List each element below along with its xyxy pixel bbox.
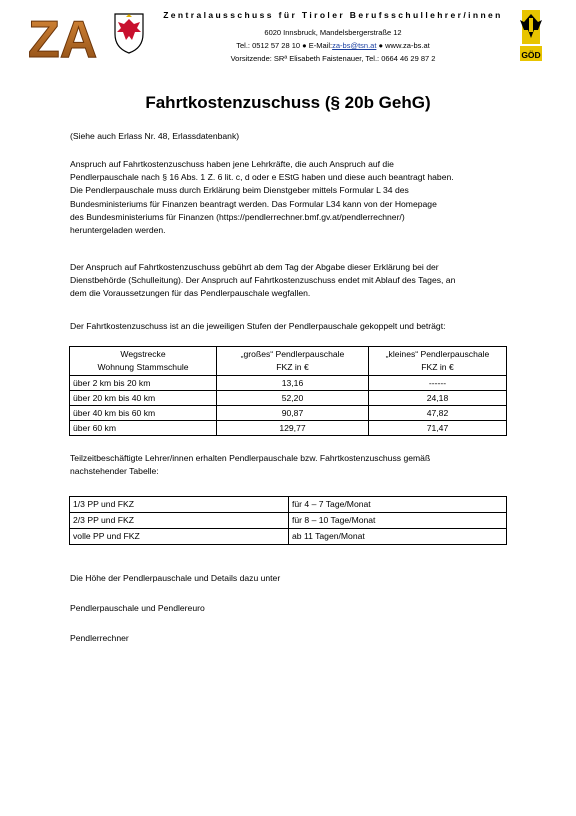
allowance-table bbox=[69, 346, 507, 436]
contact-line bbox=[158, 41, 508, 50]
table-cell: 52,20 bbox=[217, 391, 369, 406]
table-row bbox=[70, 513, 507, 529]
column-header-small-allowance: „kleines“ Pendlerpauschale FKZ in € bbox=[369, 347, 507, 376]
table-cell: 2/3 PP und FKZ bbox=[70, 513, 289, 529]
text-line: nachstehender Tabelle: bbox=[70, 466, 159, 477]
goed-logo bbox=[516, 8, 546, 64]
table-cell: über 60 km bbox=[70, 421, 217, 436]
table-row bbox=[70, 497, 507, 513]
table-row bbox=[70, 406, 507, 421]
reference-note: (Siehe auch Erlass Nr. 48, Erlassdatenbank) bbox=[70, 131, 240, 141]
table-cell: 129,77 bbox=[217, 421, 369, 436]
table-cell: über 40 km bis 60 km bbox=[70, 406, 217, 421]
tirol-coat-of-arms-icon bbox=[112, 10, 146, 54]
text-line: Die Pendlerpauschale muss durch Erklärung beim Dienstgeber mittels Formular L 34 des bbox=[70, 185, 409, 196]
text-line: dem die Voraussetzungen für das Pendlerpauschale wegfallen. bbox=[70, 288, 311, 299]
text-line: heruntergeladen werden. bbox=[70, 225, 166, 236]
link-pendlerrechner[interactable]: Pendlerrechner bbox=[70, 633, 129, 643]
za-logo bbox=[28, 10, 108, 62]
table-cell: über 2 km bis 20 km bbox=[70, 376, 217, 391]
link-pendlerpauschale[interactable]: Pendlerpauschale und Pendlereuro bbox=[70, 603, 205, 613]
column-header-large-allowance: „großes“ Pendlerpauschale FKZ in € bbox=[217, 347, 369, 376]
text-line: Dienstbehörde (Schulleitung). Der Anspruch auf Fahrtkostenzuschuss endet mit Ablauf des Tages, an bbox=[70, 275, 456, 286]
paragraph-entitlement bbox=[70, 261, 520, 301]
table-cell: 71,47 bbox=[369, 421, 507, 436]
table-cell: für 8 – 10 Tage/Monat bbox=[289, 513, 507, 529]
table-cell: volle PP und FKZ bbox=[70, 529, 289, 545]
letterhead bbox=[28, 8, 548, 66]
table-cell: über 20 km bis 40 km bbox=[70, 391, 217, 406]
text-line: Der Anspruch auf Fahrtkostenzuschuss gebührt ab dem Tag der Abgabe dieser Erklärung bei der bbox=[70, 262, 439, 272]
table-cell: ------ bbox=[369, 376, 507, 391]
za-logo-text: ZA bbox=[28, 11, 98, 62]
text-line: Bundesministeriums für Finanzen beantragt werden. Das Formular L34 kann von der Homepage bbox=[70, 198, 437, 209]
chair-line: Vorsitzende: SRª Elisabeth Faistenauer, Tel.: 0664 46 29 87 2 bbox=[230, 54, 436, 63]
table-row bbox=[70, 421, 507, 436]
part-time-table bbox=[69, 496, 507, 545]
table-cell: 90,87 bbox=[217, 406, 369, 421]
table-cell: 47,82 bbox=[369, 406, 507, 421]
table-cell: 1/3 PP und FKZ bbox=[70, 497, 289, 513]
page-title: Fahrtkostenzuschuss (§ 20b GehG) bbox=[145, 93, 431, 112]
table-row bbox=[70, 529, 507, 545]
goed-logo-text: GÖD bbox=[521, 50, 541, 60]
phone-text: Tel.: 0512 57 28 10 ● E-Mail: bbox=[236, 41, 333, 50]
paragraph-eligibility bbox=[70, 158, 520, 237]
table-header-row bbox=[70, 347, 507, 376]
website-text: ● www.za-bs.at bbox=[378, 41, 430, 50]
table-cell: 13,16 bbox=[217, 376, 369, 391]
text-line: Pendlerpauschale nach § 16 Abs. 1 Z. 6 lit. c, d oder e EStG haben und diese auch beantragt haben. bbox=[70, 172, 454, 183]
table-cell: 24,18 bbox=[369, 391, 507, 406]
text-line: Teilzeitbeschäftigte Lehrer/innen erhalten Pendlerpauschale bzw. Fahrtkostenzuschuss gemäß bbox=[70, 453, 431, 463]
text-line: Anspruch auf Fahrtkostenzuschuss haben jene Lehrkräfte, die auch Anspruch auf die bbox=[70, 159, 394, 169]
details-intro: Die Höhe der Pendlerpauschale und Details dazu unter bbox=[70, 573, 281, 583]
table-cell: ab 11 Tagen/Monat bbox=[289, 529, 507, 545]
organization-name: Zentralausschuss für Tiroler Berufsschullehrer/innen bbox=[163, 10, 503, 20]
text-line: des Bundesministeriums für Finanzen (https://pendlerrechner.bmf.gv.at/pendlerrechner/) bbox=[70, 211, 405, 222]
table-cell: für 4 – 7 Tage/Monat bbox=[289, 497, 507, 513]
address: 6020 Innsbruck, Mandelsbergerstraße 12 bbox=[264, 28, 402, 37]
column-header-distance: Wegstrecke Wohnung Stammschule bbox=[70, 347, 217, 376]
paragraph-part-time bbox=[70, 452, 520, 478]
table-row bbox=[70, 376, 507, 391]
paragraph-coupling: Der Fahrtkostenzuschuss ist an die jeweiligen Stufen der Pendlerpauschale gekoppelt und beträgt: bbox=[70, 321, 446, 331]
email-link[interactable]: za-bs@tsn.at bbox=[332, 41, 377, 50]
table-row bbox=[70, 391, 507, 406]
